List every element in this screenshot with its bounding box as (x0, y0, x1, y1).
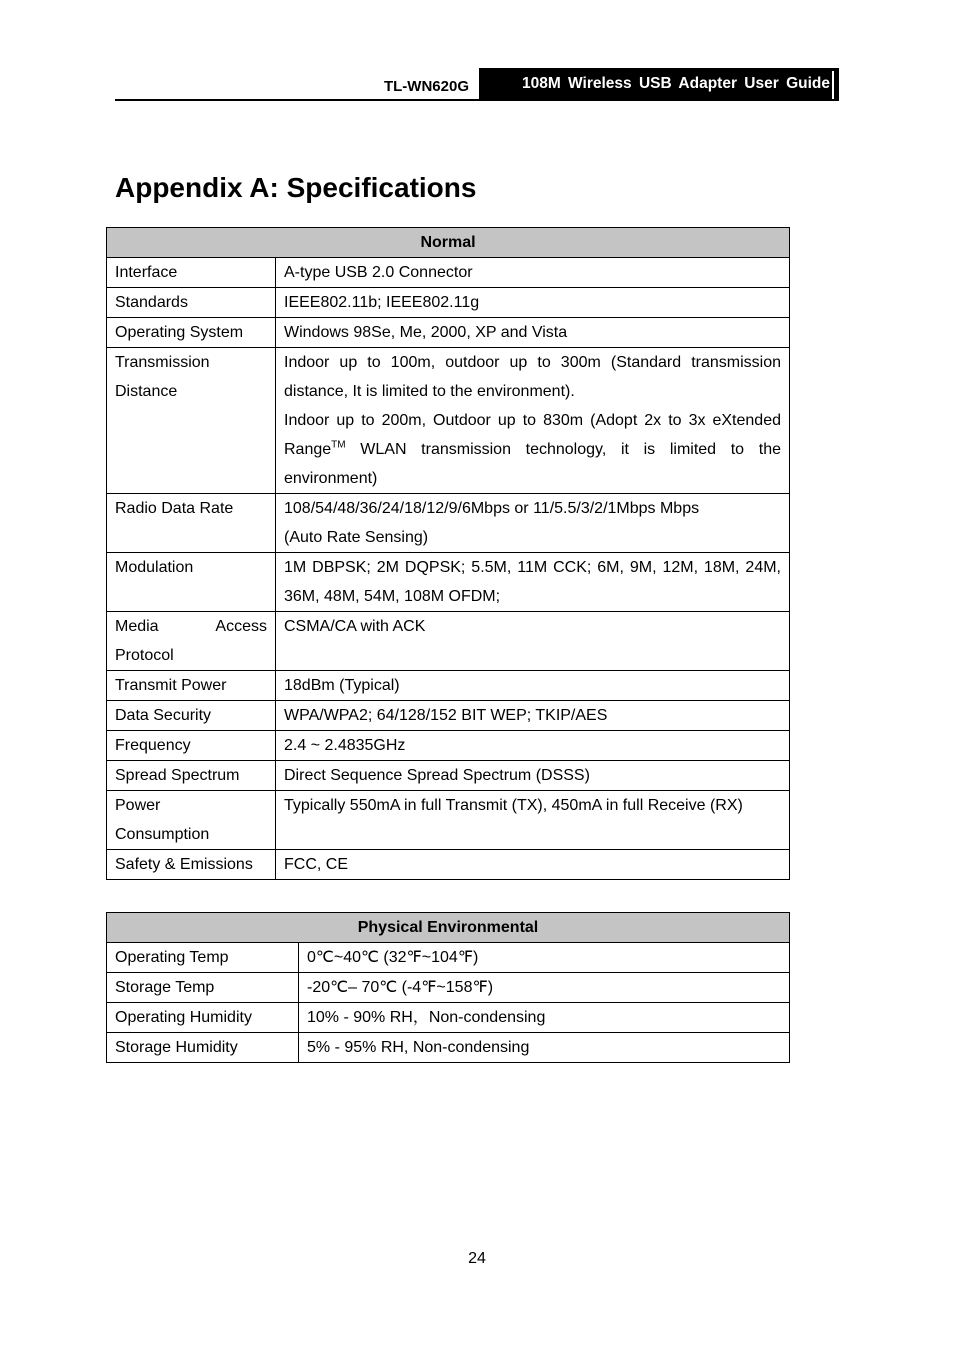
spec-value: Direct Sequence Spread Spectrum (DSSS) (276, 761, 790, 791)
spec-value-text: WLAN transmission technology, it is limited to the environment) (284, 441, 781, 487)
spec-label (107, 791, 276, 850)
table-row (107, 494, 790, 553)
spec-label: Modulation (107, 553, 276, 612)
spec-value: WPA/WPA2; 64/128/152 BIT WEP; TKIP/AES (276, 701, 790, 731)
spec-value: 18dBm (Typical) (276, 671, 790, 701)
spec-label-line: Transmission (115, 354, 210, 371)
table-row (107, 850, 790, 880)
header-guide-title: 108M Wireless USB Adapter User Guide (479, 68, 839, 99)
spec-label: Data Security (107, 701, 276, 731)
spec-label-line: Consumption (115, 826, 210, 843)
spec-label (107, 612, 276, 671)
spec-value: CSMA/CA with ACK (276, 612, 790, 671)
spec-value-paragraph (284, 406, 781, 493)
normal-table-heading: Normal (107, 228, 790, 258)
table-row (107, 671, 790, 701)
spec-label: Transmit Power (107, 671, 276, 701)
spec-label: Storage Humidity (107, 1033, 299, 1063)
page-number: 24 (468, 1250, 486, 1267)
table-row (107, 761, 790, 791)
spec-label: Spread Spectrum (107, 761, 276, 791)
spec-value: FCC, CE (276, 850, 790, 880)
header-model: TL-WN620G (383, 78, 469, 95)
spec-value-line: 108/54/48/36/24/18/12/9/6Mbps or 11/5.5/3/2/1Mbps Mbps (284, 500, 700, 517)
table-row (107, 943, 790, 973)
spec-label-line: Media Access (115, 618, 267, 635)
spec-value: Typically 550mA in full Transmit (TX), 450mA in full Receive (RX) (276, 791, 790, 850)
spec-value-text: Indoor up to 200m, Outdoor up to 830m (Adopt 2x to 3x eXtended Range (284, 412, 781, 458)
spec-value: 1M DBPSK; 2M DQPSK; 5.5M, 11M CCK; 6M, 9M, 12M, 18M, 24M, 36M, 48M, 54M, 108M OFDM; (276, 553, 790, 612)
spec-value (276, 494, 790, 553)
spec-label: Interface (107, 258, 276, 288)
table-row (107, 258, 790, 288)
table-row (107, 612, 790, 671)
normal-spec-table (106, 227, 790, 880)
spec-value: A-type USB 2.0 Connector (276, 258, 790, 288)
table-row (107, 701, 790, 731)
table-row (107, 731, 790, 761)
page-header (115, 68, 839, 101)
physical-spec-table (106, 912, 790, 1063)
table-row (107, 791, 790, 850)
table-row (107, 288, 790, 318)
spec-label (107, 348, 276, 494)
table-row (107, 348, 790, 494)
table-row (107, 973, 790, 1003)
spec-label: Radio Data Rate (107, 494, 276, 553)
spec-value: 2.4 ~ 2.4835GHz (276, 731, 790, 761)
spec-value: Windows 98Se, Me, 2000, XP and Vista (276, 318, 790, 348)
spec-value: 5% - 95% RH, Non-condensing (299, 1033, 790, 1063)
spec-value (276, 348, 790, 494)
spec-label-line: Protocol (115, 647, 174, 664)
table-row (107, 318, 790, 348)
spec-label: Standards (107, 288, 276, 318)
table-header-row (107, 913, 790, 943)
spec-label-line: Power (115, 797, 161, 814)
spec-label: Operating System (107, 318, 276, 348)
spec-label: Operating Humidity (107, 1003, 299, 1033)
spec-value: 0℃~40℃ (32℉~104℉) (299, 943, 790, 973)
table-row (107, 1033, 790, 1063)
physical-table-heading: Physical Environmental (107, 913, 790, 943)
spec-value: IEEE802.11b; IEEE802.11g (276, 288, 790, 318)
spec-label: Operating Temp (107, 943, 299, 973)
spec-label: Frequency (107, 731, 276, 761)
spec-label: Safety & Emissions (107, 850, 276, 880)
spec-label-line: Distance (115, 383, 178, 400)
spec-value: -20℃– 70℃ (-4℉~158℉) (299, 973, 790, 1003)
spec-value: 10% - 90% RH，Non-condensing (299, 1003, 790, 1033)
spec-value-line: (Auto Rate Sensing) (284, 529, 429, 546)
spec-value-paragraph: Indoor up to 100m, outdoor up to 300m (Standard transmission distance, It is limited to the environment). (284, 354, 781, 400)
table-row (107, 553, 790, 612)
page-title: Appendix A: Specifications (115, 172, 477, 203)
table-header-row (107, 228, 790, 258)
trademark-superscript: TM (331, 439, 346, 451)
spec-label: Storage Temp (107, 973, 299, 1003)
table-row (107, 1003, 790, 1033)
